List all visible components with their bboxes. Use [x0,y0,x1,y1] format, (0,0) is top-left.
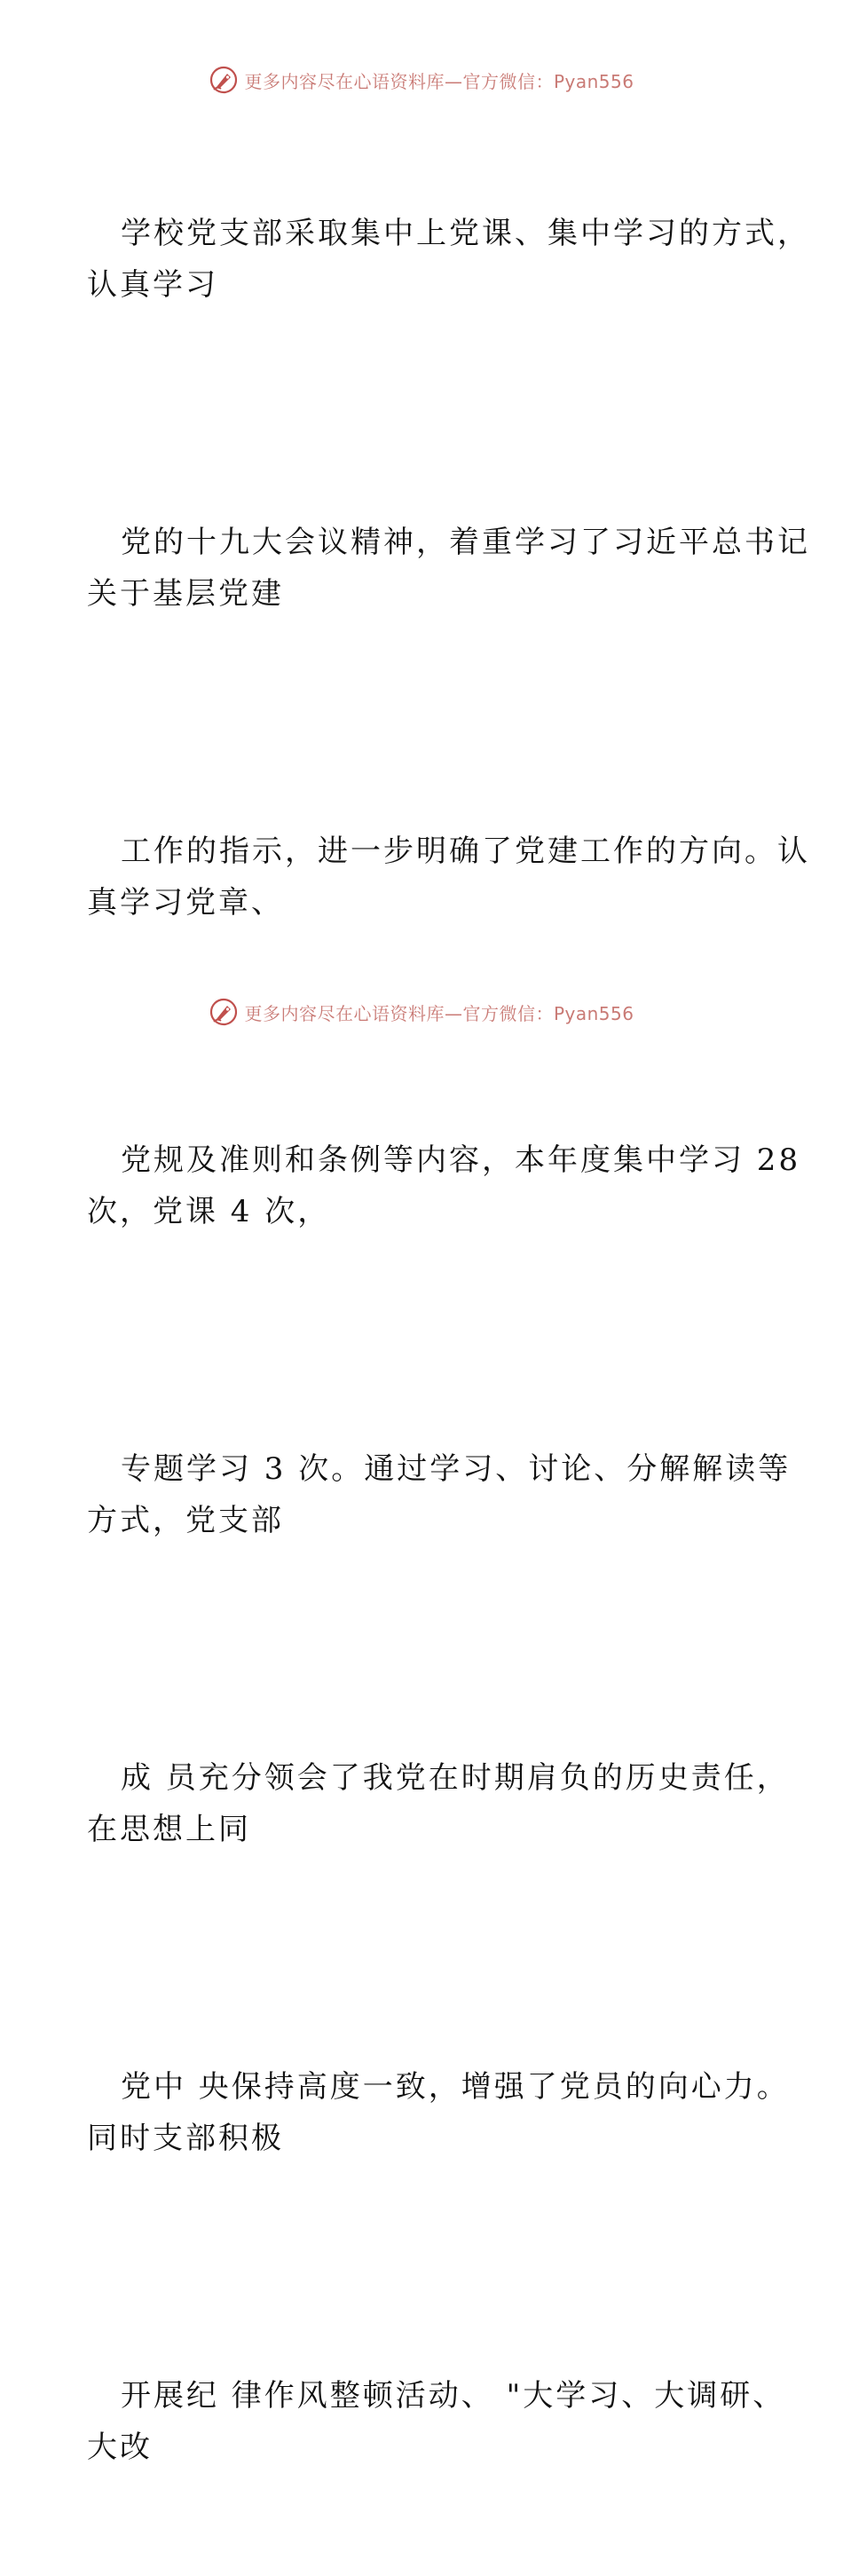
paragraph-line: 认真学习 [87,267,218,303]
paragraph-line: 党的十九大会议精神，着重学习了习近平总书记 [121,525,810,560]
paragraph-line: 学校党支部采取集中上党课、集中学习的方式， [121,216,810,251]
paragraph [87,1958,790,2267]
paragraph-line: 次，党课 4 次， [87,1194,331,1229]
paragraph-line: 关于基层党建 [87,576,284,612]
header-watermark [0,62,843,98]
paragraph-line: 成 员充分领会了我党在时期肩负的历史责任， [121,1760,790,1796]
pen-nib-logo-icon [209,65,239,95]
paragraph [87,2267,786,2576]
paragraph-line: 方式，党支部 [87,1503,284,1538]
paragraph [87,1031,801,1340]
watermark-text: 更多内容尽在心语资料库—官方微信：Pyan556 [244,70,634,92]
paragraph-line: 真学习党章、 [87,885,284,921]
paragraph-line: 大改 [87,2430,153,2465]
paragraph [87,105,810,414]
paragraph-line: 同时支部积极 [87,2121,284,2156]
paragraph-line: 在思想上同 [87,1812,251,1847]
paragraph-line: 工作的指示，进一步明确了党建工作的方向。认 [121,834,810,869]
paragraph-line: 党规及准则和条例等内容，本年度集中学习 28 [121,1142,801,1178]
paragraph-line: 党中 央保持高度一致，增强了党员的向心力。 [121,2069,790,2105]
paragraph [87,723,810,1031]
paragraph-line: 开展纪 律作风整顿活动、 "大学习、大调研、 [121,2378,786,2414]
paragraph [87,414,810,723]
watermark-text: 更多内容尽在心语资料库—官方微信：Pyan556 [244,1002,634,1024]
document-body [87,105,810,2576]
pen-nib-logo-icon [209,997,239,1027]
paragraph [87,1340,792,1649]
watermark-group [209,65,634,95]
footer-watermark [0,994,843,1030]
paragraph-line: 专题学习 3 次。通过学习、讨论、分解解读等 [121,1451,792,1487]
watermark-group [209,997,634,1027]
paragraph [87,1649,790,1958]
